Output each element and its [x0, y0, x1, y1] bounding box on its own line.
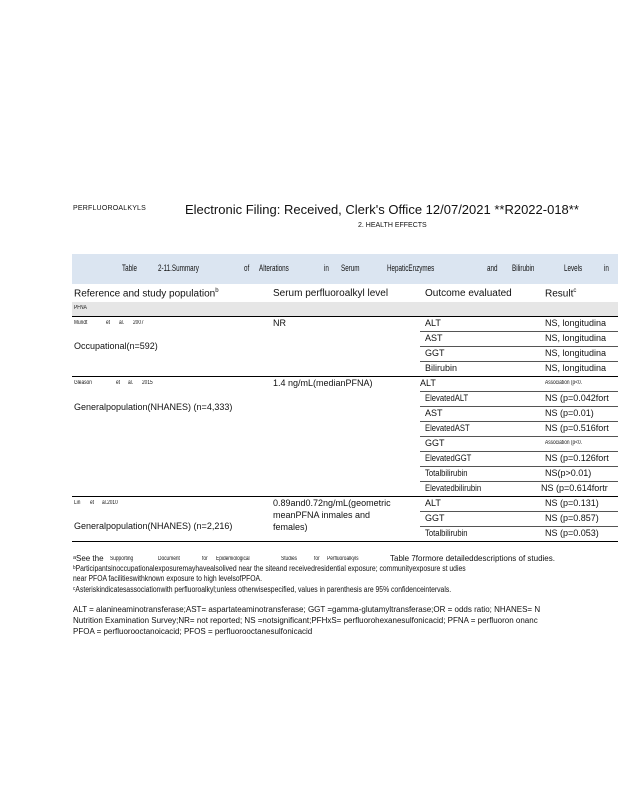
section-label: PFNA	[74, 305, 87, 311]
caption-word: and	[487, 263, 498, 273]
serum-level: 1.4 ng/mL(medianPFNA)	[273, 378, 373, 388]
caption-word: 2-11.Summary	[158, 263, 199, 273]
caption-word: Levels	[564, 263, 583, 273]
caption-word: in	[324, 263, 329, 273]
citation-word: et	[90, 500, 95, 506]
caption-word: of	[244, 263, 250, 273]
row-rule	[420, 466, 618, 467]
abbreviations: ALT = alanineaminotransferase;AST= aspartateaminotransferase; GGT =gamma-glutamyltransferase;OR = odds ratio; NHANES= N	[73, 605, 541, 614]
footnote-b: ᵇParticipantsinoccupationalexposuremayhavealsolived near the siteand receivedresidential exposure; communityexposure st udies	[73, 564, 466, 573]
citation-word: al.	[119, 320, 125, 326]
citation-word: al.2010	[102, 500, 118, 506]
study-rule	[72, 376, 618, 377]
serum-level: meanPFNA inmales and	[273, 510, 371, 520]
result: Association (p<0.	[545, 440, 582, 446]
population: Generalpopulation(NHANES) (n=2,216)	[74, 521, 233, 531]
row-rule	[420, 436, 618, 437]
citation-word: Lin	[74, 500, 81, 506]
citation-word: Mundt	[74, 320, 88, 326]
result: NS (p=0.01)	[545, 408, 594, 418]
row-rule	[420, 346, 618, 347]
section-rule	[72, 316, 618, 317]
result: NS(p>0.01)	[545, 468, 592, 478]
outcome: ALT	[425, 318, 441, 328]
outcome: ALT	[425, 498, 441, 508]
abbreviations-cont: Nutrition Examination Survey;NR= not reported; NS =notsignificant;PFHxS= perfluorohexanesulfonicacid; PFNA = perfluoron onanc	[73, 616, 538, 625]
outcome: GGT	[425, 513, 445, 523]
population: Occupational(n=592)	[74, 341, 158, 351]
outcome: GGT	[425, 438, 445, 448]
result: NS (p=0.857)	[545, 513, 599, 523]
outcome: AST	[425, 333, 443, 343]
citation-word: Gleason	[74, 380, 92, 386]
result: NS (p=0.053)	[545, 528, 599, 538]
row-rule	[420, 526, 618, 527]
row-rule	[420, 331, 618, 332]
citation-word: et	[106, 320, 111, 326]
running-header: PERFLUOROALKYLS	[73, 205, 147, 212]
result: NS, longitudina	[545, 348, 607, 358]
outcome: ElevatedGGT	[425, 453, 472, 463]
outcome: ElevatedAST	[425, 423, 470, 433]
row-rule	[420, 511, 618, 512]
footnote-c: ᶜAsteriskindicatesassociationwith perfluoroalkyl;unless otherwisespecified, values in parenthesis are 95% confidenceintervals.	[73, 585, 452, 594]
result: NS, longitudina	[545, 363, 607, 373]
serum-level: 0.89and0.72ng/mL(geometric	[273, 498, 391, 508]
row-rule	[420, 421, 618, 422]
column-header-serum: Serum perfluoroalkyl level	[273, 288, 389, 299]
column-header-reference: Reference and study population$^b$	[74, 288, 219, 300]
citation-word: 2007	[133, 320, 144, 326]
outcome: Bilirubin	[425, 363, 458, 373]
citation-word: 2015	[142, 380, 153, 386]
result: NS, longitudina	[545, 333, 607, 343]
serum-level: NR	[273, 318, 286, 328]
abbreviations-cont: PFOA = perfluorooctanoicacid; PFOS = perfluorooctanesulfonicacid	[73, 627, 313, 636]
citation-word: et	[116, 380, 121, 386]
outcome: Elevatedbilirubin	[425, 483, 482, 493]
row-rule	[420, 481, 618, 482]
row-rule	[420, 451, 618, 452]
caption-word: Serum	[341, 263, 360, 273]
table-caption	[72, 254, 618, 284]
filing-stamp: Electronic Filing: Received, Clerk's Office 12/07/2021 **R2022-018**	[185, 202, 579, 217]
caption-word: Table	[122, 263, 138, 273]
study-rule	[72, 496, 618, 497]
result: NS (p=0.126fort	[545, 453, 609, 463]
row-rule	[420, 406, 618, 407]
caption-word: in	[604, 263, 609, 273]
outcome: AST	[425, 408, 443, 418]
caption-word: Bilirubin	[512, 263, 535, 273]
row-rule	[420, 391, 618, 392]
outcome: GGT	[425, 348, 445, 358]
caption-word: Alterations	[259, 263, 289, 273]
table-bottom-rule	[72, 541, 618, 542]
chapter-heading: 2. HEALTH EFFECTS	[358, 222, 427, 229]
citation-word: al.	[128, 380, 134, 386]
column-header-result: Result$^c$	[545, 288, 577, 300]
row-rule	[420, 361, 618, 362]
section-row	[72, 302, 618, 316]
caption-word: HepaticEnzymes	[387, 263, 435, 273]
result: NS (p=0.042fort	[545, 393, 609, 403]
outcome: ElevatedALT	[425, 393, 469, 403]
result: NS, longitudina	[545, 318, 607, 328]
footnote-b-cont: near PFOA facilitieswithknown exposure to high levelsofPFOA.	[73, 574, 262, 583]
outcome: Totalbilirubin	[425, 468, 468, 478]
outcome: Totalbilirubin	[425, 528, 468, 538]
serum-level: females)	[273, 522, 308, 532]
population: Generalpopulation(NHANES) (n=4,333)	[74, 402, 233, 412]
result: Association (p<0.	[545, 380, 582, 386]
outcome: ALT	[420, 378, 436, 388]
result: NS (p=0.516fort	[545, 423, 609, 433]
result: NS (p=0.614fortr	[541, 483, 608, 493]
result: NS (p=0.131)	[545, 498, 599, 508]
column-header-outcome: Outcome evaluated	[425, 288, 512, 299]
